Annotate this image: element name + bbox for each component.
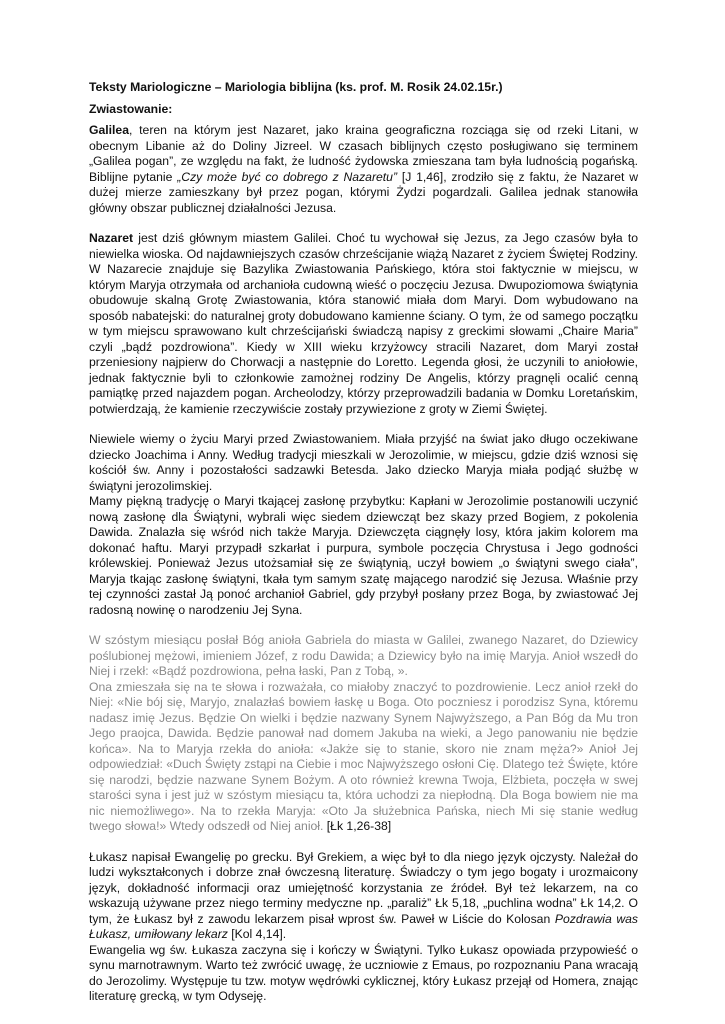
- paragraph-mary-life: Niewiele wiemy o życiu Maryi przed Zwiastowaniem. Miała przyjść na świat jako długo oczekiwane dziecko Joachima i Anny. Według tradycji mieszkali w Jerozolimie, w miejscu, gdzie dziś wznosi się kościół św. Anny i pozostałości sadzawki Betesda. Jako dziecko Maryja miała podjąć służbę w świątyni jerozolimskiej.: [89, 432, 638, 493]
- paragraph-nazaret-text: jest dziś głównym miastem Galilei. Choć tu wychował się Jezus, za Jego czasów była to niewielka wioska. Od najdawniejszych czasów chrześcijanie wiążą Nazaret z życiem Świętej Rodziny. W Nazarecie znajduje się Bazylika Zwiastowania Pańskiego, która stoi faktycznie w miejscu, w którym Maryja otrzymała od archanioła cudowną wieść o poczęciu Jezusa. Dwupoziomowa świątynia obudowuje skalną Grotę Zwiastowania, która stanowić miała dom Maryi. Dom wybudowano na sposób nabatejski: do naturalnej groty dobudowano kamienne ściany. O tym, że od samego początku w tym miejscu sprawowano kult chrześcijański świadczą napisy z greckimi słowami „Chaire Maria” czyli „bądź pozdrowiona”. Kiedy w XIII wieku krzyżowcy stracili Nazaret, dom Maryi został przeniesiony najpierw do Chorwacji a następnie do Loretto. Legenda głosi, że uczynili to aniołowie, jednak faktycznie byli to członkowie zamożnej rodziny De Angelis, którzy pragnęli ocalić cenną pamiątkę przed najazdem pogan. Archeolodzy, którzy przeprowadzili badania w Domku Loretańskim, potwierdzają, że kamienie rzeczywiście zostały przywiezione z groty w Ziemi Świętej.: [89, 231, 638, 416]
- gospel-quote-part-2: [89, 680, 638, 835]
- section-heading: Zwiastowanie:: [89, 101, 173, 116]
- colossians-quote: Pozdrawia was Łukasz, umiłowany lekarz: [89, 911, 638, 941]
- document-page: [89, 80, 638, 1005]
- paragraph-veil-tradition: Mamy piękną tradycję o Maryi tkającej zasłonę przybytku: Kapłani w Jerozolimie postanowili uczynić nową zasłonę dla Świątyni, wybrali więc siedem dziewcząt bez skazy przed Bogiem, z pokolenia Dawida. Znalazła się wśród nich także Maryja. Dziewczęta ciągnęły losy, która jakim kolorem ma dokonać haftu. Maryi przypadł szkarłat i purpura, symbole poczęcia Chrystusa i Jego godności królewskiej. Ponieważ Jezus utożsamiał się ze świątynią, uczył bowiem „o świątyni swego ciała”, Maryja tkając zasłonę świątyni, tkała tym samym szatę mającego narodzić się Jezusa. Właśnie przy tej czynności zastał Ją ponoć archanioł Gabriel, gdy przybył posłany przez Boga, by zwiastować Jej radosną nowinę o narodzeniu Jej Syna.: [89, 494, 638, 617]
- document-title: Teksty Mariologiczne – Mariologia biblijna (ks. prof. M. Rosik 24.02.15r.): [89, 80, 503, 94]
- bible-question: „Czy może być co dobrego z Nazaretu”: [177, 169, 398, 184]
- gospel-quote-part-1: W szóstym miesiącu posłał Bóg anioła Gabriela do miasta w Galilei, zwanego Nazaret, do Dziewicy poślubionej mężowi, imieniem Józef, z rodu Dawida; a Dziewicy było na imię Maryja. Anioł wszedł do Niej i rzekł: «Bądź pozdrowiona, pełna łaski, Pan z Tobą, ».: [89, 633, 638, 678]
- paragraph-galilea-text-a: , teren na którym jest Nazaret, jako kraina geograficzna rozciąga się od rzeki Litani, w obecnym Libanie aż do Doliny Jizreel. W czasach biblijnych często posługiwano się terminem „Galilea pogan”, ze względu na fakt, że ludność żydowska zmieszana tam była ludnością pogańską. Biblijne pytanie: [89, 123, 638, 184]
- paragraph-luke-text-a: Łukasz napisał Ewangelię po grecku. Był Grekiem, a więc był to dla niego język ojczysty. Należał do ludzi wykształconych i dobrze znał ówczesną literaturę. Świadczy o tym jego bogaty i urozmaicony język, dokładność informacji oraz umiejętność korzystania ze źródeł. Był też lekarzem, na co wskazują używane przez niego terminy medyczne np. „paraliż” Łk 5,18, „puchlina wodna” Łk 14,2. O tym, że Łukasz był z zawodu lekarzem pisał wprost św. Paweł w Liście do Kolosan: [89, 849, 638, 926]
- gospel-quote-text: Ona zmieszała się na te słowa i rozważała, co miałoby znaczyć to pozdrowienie. Lecz anioł rzekł do Niej: «Nie bój się, Maryjo, znalazłaś bowiem łaskę u Boga. Oto poczniesz i porodzisz Syna, któremu nadasz imię Jezus. Będzie On wielki i będzie nazwany Synem Najwyższego, a Pan Bóg da Mu tron Jego praojca, Dawida. Będzie panował nad domem Jakuba na wieki, a Jego panowaniu nie będzie końca». Na to Maryja rzekła do anioła: «Jakże się to stanie, skoro nie znam męża?» Anioł Jej odpowiedział: «Duch Święty zstąpi na Ciebie i moc Najwyższego osłoni Cię. Dlatego też Święte, które się narodzi, będzie nazwane Synem Bożym. A oto również krewna Twoja, Elżbieta, poczęła w swej starości syna i jest już w szóstym miesiącu ta, która uchodzi za niepłodną. Dla Boga bowiem nie ma nic niemożliwego». Na to rzekła Maryja: «Oto Ja służebnica Pańska, niech Mi się stanie według twego słowa!» Wtedy odszedł od Niej anioł.: [89, 679, 638, 833]
- paragraph-galilea-text-b: [J 1,46], zrodziło się z faktu, że Nazaret w dużej mierze zamieszkany był przez pogan, którymi Żydzi pogardzali. Galilea jednak stanowiła główny obszar publicznej działalności Jezusa.: [89, 169, 638, 215]
- paragraph-galilea: [89, 123, 638, 216]
- paragraph-luke-text-b: [Kol 4,14].: [227, 927, 287, 941]
- gospel-reference: [Łk 1,26-38]: [326, 819, 392, 833]
- term-nazaret: Nazaret: [89, 231, 134, 245]
- paragraph-luke: [89, 850, 638, 943]
- term-galilea: Galilea: [89, 123, 129, 137]
- paragraph-luke-gospel: Ewangelia wg św. Łukasza zaczyna się i kończy w Świątyni. Tylko Łukasz opowiada przypowieść o synu marnotrawnym. Warto też zwrócić uwagę, że uczniowie z Emaus, po rozpoznaniu Pana wracają do Jerozolimy. Występuje tu tzw. motyw wędrówki cyklicznej, który Łukasz przejął od Homera, znając literaturę grecką, w tym Odyseję.: [89, 942, 638, 1003]
- paragraph-nazaret: [89, 231, 638, 417]
